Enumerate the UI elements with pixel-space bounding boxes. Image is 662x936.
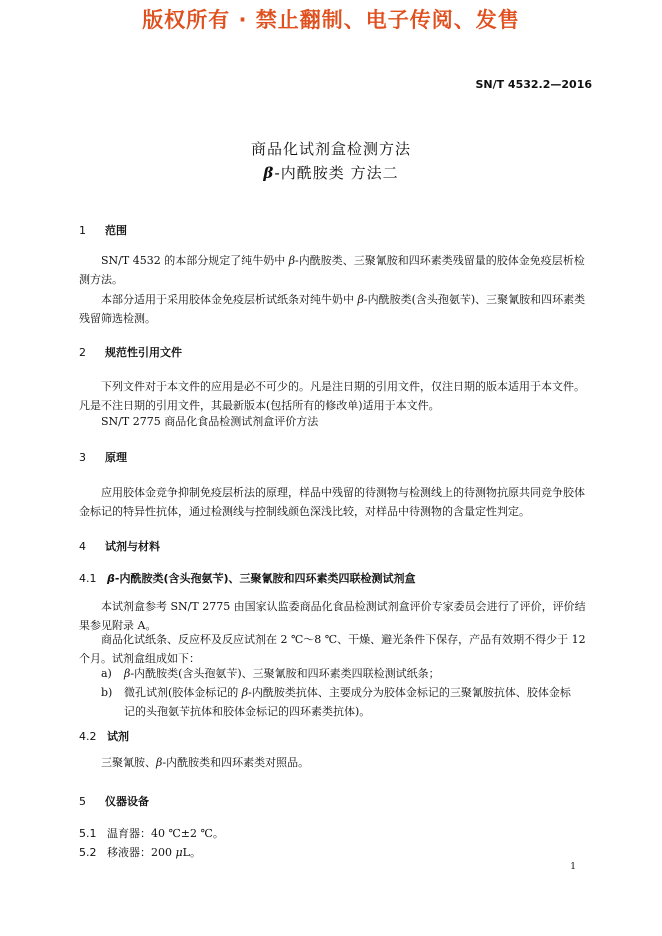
text-run: L。 [182, 846, 201, 859]
section-title: 规范性引用文件 [105, 346, 182, 359]
text-run: -内酰胺类(含头孢氨苄)、三聚氰胺和四环素类四联检测试纸条； [130, 667, 440, 680]
text-run: 本部分适用于采用胶体金免疫层析试纸条对纯牛奶中 [101, 293, 358, 306]
section-5-1 [79, 824, 224, 843]
section-1-heading [79, 222, 127, 238]
document-title-line2 [0, 162, 662, 183]
title-line2-text: -内酰胺类 方法二 [274, 164, 399, 182]
text-run: 移液器：200 [107, 846, 176, 859]
section-4-2-heading [79, 728, 129, 744]
beta-symbol: β [241, 686, 249, 699]
list-label: a) [101, 667, 112, 680]
section-number: 5.2 [79, 846, 97, 859]
text-run: -内酰胺类和四环素类对照品。 [162, 756, 310, 769]
list-item-a [101, 664, 440, 683]
section-number: 4 [79, 540, 86, 553]
section-4-heading [79, 538, 160, 554]
section-number: 3 [79, 451, 86, 464]
section-number: 4.2 [79, 730, 97, 743]
beta-symbol: β [288, 254, 296, 267]
section-4-1-paragraph-1: 本试剂盒参考 SN/T 2775 由国家认监委商品化食品检测试剂盒评价专家委员会进行了评价，评价结果参见附录 A。 [79, 600, 586, 632]
section-1-paragraph-2 [79, 290, 591, 328]
beta-symbol: β [107, 572, 115, 585]
list-item-b-continuation: 记的头孢氨苄抗体和胶体金标记的四环素类抗体)。 [124, 705, 371, 718]
section-number: 5.1 [79, 827, 97, 840]
section-5-heading [79, 793, 149, 809]
text-run: -内酰胺类、三聚氰胺和四环素类残留量的胶体金免疫层析检测方法。 [79, 254, 585, 286]
beta-symbol: β [156, 756, 163, 769]
mu-symbol: μ [175, 846, 183, 859]
text-run: 三聚氰胺、 [101, 756, 156, 769]
section-title: -内酰胺类(含头孢氨苄)、三聚氰胺和四环素类四联检测试剂盒 [114, 572, 416, 585]
section-2-paragraph-1: 下列文件对于本文件的应用是必不可少的。凡是注日期的引用文件，仅注日期的版本适用于本文件。凡是不注日期的引用文件，其最新版本(包括所有的修改单)适用于本文件。 [79, 380, 585, 412]
beta-symbol: β [357, 293, 364, 306]
list-label: b) [101, 686, 113, 699]
page-number: 1 [570, 862, 576, 872]
section-number: 4.1 [79, 572, 97, 585]
section-title: 范围 [105, 224, 127, 237]
section-number: 5 [79, 795, 86, 808]
copyright-banner: 版权所有 · 禁止翻制、电子传阅、发售 [142, 8, 520, 32]
document-title-line1: 商品化试剂盒检测方法 [250, 140, 411, 158]
section-1-paragraph-1 [79, 251, 591, 289]
text-run: 微孔试剂(胶体金标记的 [124, 686, 242, 699]
section-title: 试剂 [107, 730, 129, 743]
section-5-2 [79, 843, 201, 862]
section-title: 原理 [105, 451, 127, 464]
section-4-1-heading [79, 570, 416, 586]
section-4-2-paragraph [101, 753, 309, 772]
title-beta-symbol: β [263, 164, 275, 182]
section-number: 1 [79, 224, 86, 237]
text-run: 温育器：40 ℃±2 ℃。 [107, 827, 224, 840]
text-run: -内酰胺类抗体、主要成分为胶体金标记的三聚氰胺抗体、胶体金标 [248, 686, 571, 699]
section-3-paragraph-1: 应用胶体金竞争抑制免疫层析法的原理，样品中残留的待测物与检测线上的待测物抗原共同竞争胶体金标记的特异性抗体，通过检测线与控制线颜色深浅比较，对样品中待测物的含量定性判定。 [79, 486, 585, 518]
beta-symbol: β [124, 667, 131, 680]
normative-reference: SN/T 2775 商品化食品检测试剂盒评价方法 [101, 415, 319, 428]
section-title: 仪器设备 [105, 795, 149, 808]
text-run: -内酰胺类(含头孢氨苄)、三聚氰胺和四环素类残留筛选检测。 [79, 293, 586, 325]
section-3-heading [79, 449, 127, 465]
section-title: 试剂与材料 [105, 540, 160, 553]
section-number: 2 [79, 346, 86, 359]
section-2-heading [79, 344, 182, 360]
section-4-1-paragraph-2: 商品化试纸条、反应杯及反应试剂在 2 ℃～8 ℃、干燥、避光条件下保存，产品有效期不得少于 12 个月。试剂盒组成如下： [79, 633, 586, 665]
text-run: SN/T 4532 的本部分规定了纯牛奶中 [101, 254, 289, 267]
standard-number: SN/T 4532.2—2016 [475, 78, 592, 91]
list-item-b [101, 683, 571, 702]
